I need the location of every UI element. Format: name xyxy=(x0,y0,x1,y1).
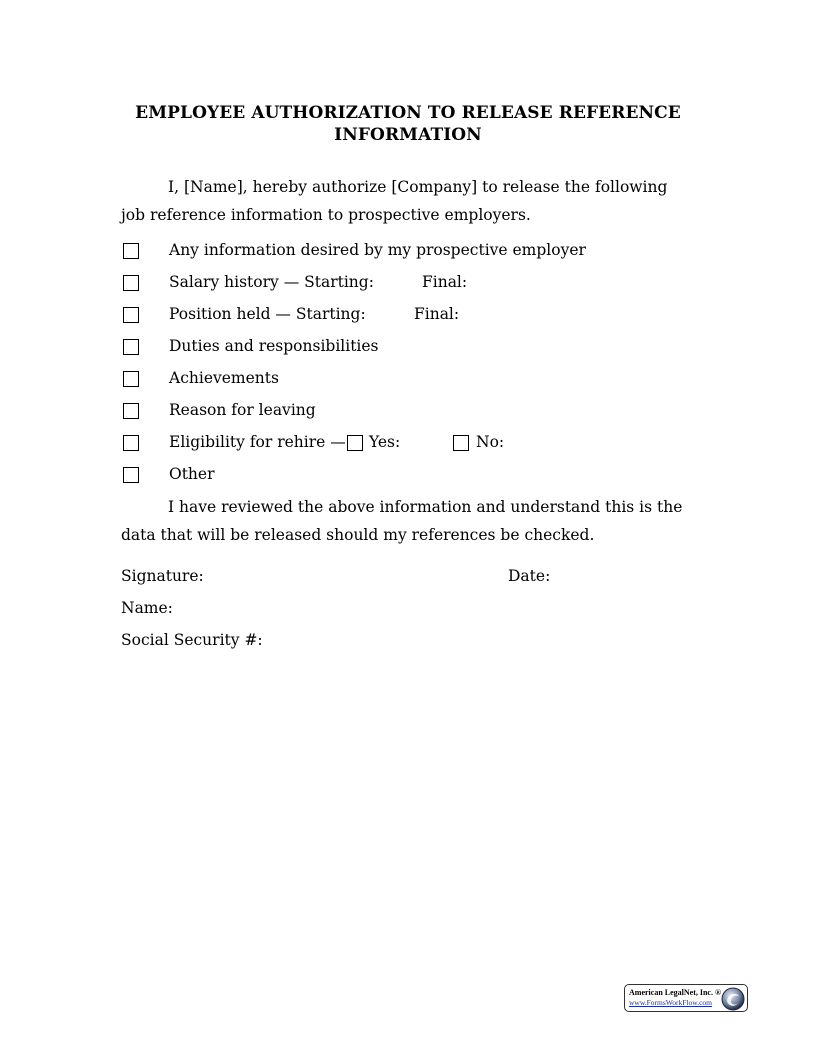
logo-company-name: American LegalNet, Inc. ® xyxy=(629,988,721,997)
salary-history-label: Salary history — Starting: xyxy=(169,273,374,291)
logo-website-link[interactable]: www.FormsWorkFlow.com xyxy=(629,998,713,1007)
salary-final-label: Final: xyxy=(422,273,468,291)
salary-history-checkbox[interactable] xyxy=(123,275,139,291)
position-held-label: Position held — Starting: xyxy=(169,305,366,323)
reason-for-leaving-label: Reason for leaving xyxy=(169,401,316,419)
signature-label: Signature: xyxy=(121,567,204,585)
any-information-checkbox[interactable] xyxy=(123,243,139,259)
ssn-label: Social Security #: xyxy=(121,631,263,649)
review-paragraph: I have reviewed the above information and understand this is the data that will be released should my references be checked. xyxy=(121,498,683,544)
achievements-label: Achievements xyxy=(169,369,279,387)
eligibility-rehire-label: Eligibility for rehire — xyxy=(169,433,346,451)
name-label: Name: xyxy=(121,599,173,617)
eligibility-rehire-checkbox[interactable] xyxy=(123,435,139,451)
document-title: EMPLOYEE AUTHORIZATION TO RELEASE REFERENCE INFORMATION xyxy=(135,103,681,145)
date-label: Date: xyxy=(508,567,551,585)
rehire-no-label: No: xyxy=(476,433,505,451)
intro-paragraph: I, [Name], hereby authorize [Company] to release the following job reference information to prospective employers. xyxy=(121,178,668,224)
rehire-yes-checkbox[interactable] xyxy=(347,435,363,451)
rehire-yes-label: Yes: xyxy=(369,433,401,451)
duties-checkbox[interactable] xyxy=(123,339,139,355)
rehire-no-checkbox[interactable] xyxy=(453,435,469,451)
other-label: Other xyxy=(169,465,215,483)
position-final-label: Final: xyxy=(414,305,460,323)
achievements-checkbox[interactable] xyxy=(123,371,139,387)
reason-for-leaving-checkbox[interactable] xyxy=(123,403,139,419)
any-information-label: Any information desired by my prospective employer xyxy=(169,241,586,259)
footer-logo[interactable] xyxy=(624,984,748,1012)
position-held-checkbox[interactable] xyxy=(123,307,139,323)
duties-label: Duties and responsibilities xyxy=(169,337,379,355)
other-checkbox[interactable] xyxy=(123,467,139,483)
globe-logo-icon xyxy=(721,987,745,1011)
